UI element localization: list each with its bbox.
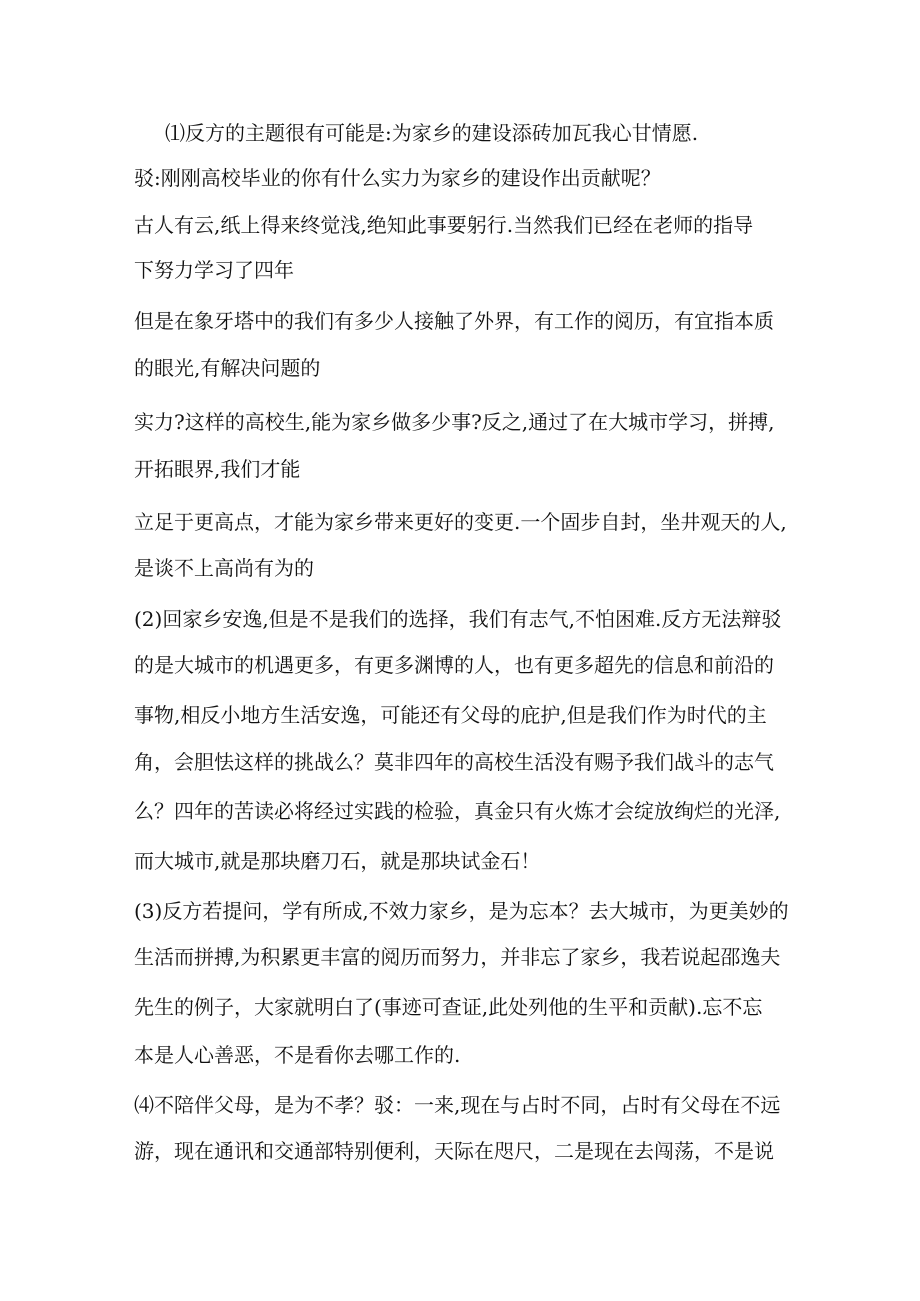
paragraph-line: 本是人心善恶，不是看你去哪工作的. <box>134 1043 461 1067</box>
paragraph-line: 游，现在通讯和交通部特别便利，天际在咫尺，二是现在去闯荡，不是说 <box>134 1139 774 1163</box>
paragraph-line: 驳:刚刚高校毕业的你有什么实力为家乡的建设作出贡献呢？ <box>134 166 661 190</box>
paragraph-line: 的是大城市的机遇更多，有更多渊博的人，也有更多超先的信息和前沿的 <box>134 653 774 677</box>
paragraph-line: 古人有云,纸上得来终觉浅,绝知此事要躬行.当然我们已经在老师的指导 <box>134 213 754 237</box>
paragraph-line: 的眼光,有解决问题的 <box>134 356 321 380</box>
paragraph-line: 而大城市,就是那块磨刀石，就是那块试金石！ <box>134 849 541 873</box>
paragraph-line: 么？四年的苦读必将经过实践的检验，真金只有火炼才会绽放绚烂的光泽, <box>134 799 781 823</box>
paragraph-line: 是谈不上高尚有为的 <box>134 556 314 580</box>
paragraph-line: 开拓眼界,我们才能 <box>134 457 301 481</box>
paragraph-line: 实力?这样的高校生,能为家乡做多少事?反之,通过了在大城市学习，拼搏, <box>134 410 775 434</box>
paragraph-line: 先生的例子，大家就明白了(事迹可查证,此处列他的生平和贡献).忘不忘 <box>134 995 763 1019</box>
paragraph-line: 立足于更高点，才能为家乡带来更好的变更.一个固步自封，坐井观天的人, <box>134 510 787 534</box>
paragraph-line: 事物,相反小地方生活安逸，可能还有父母的庇护,但是我们作为时代的主 <box>134 703 767 727</box>
paragraph-line: ⑷不陪伴父母，是为不孝？驳：一来,现在与占时不同，占时有父母在不远 <box>134 1093 781 1117</box>
paragraph-line: (2)回家乡安逸,但是不是我们的选择，我们有志气,不怕困难.反方无法辩驳 <box>134 607 782 631</box>
paragraph-line: 但是在象牙塔中的我们有多少人接触了外界，有工作的阅历，有宜指本质 <box>134 309 774 333</box>
paragraph-line: (3)反方若提问，学有所成,不效力家乡，是为忘本？去大城市，为更美妙的 <box>134 899 789 923</box>
paragraph-line: 下努力学习了四年 <box>134 258 294 282</box>
paragraph-line: ⑴反方的主题很有可能是:为家乡的建设添砖加瓦我心甘情愿. <box>165 121 699 145</box>
paragraph-line: 生活而拼搏,为积累更丰富的阅历而努力，并非忘了家乡，我若说起邵逸夫 <box>134 945 781 969</box>
paragraph-line: 角，会胆怯这样的挑战么？莫非四年的高校生活没有赐予我们战斗的志气 <box>134 750 774 774</box>
